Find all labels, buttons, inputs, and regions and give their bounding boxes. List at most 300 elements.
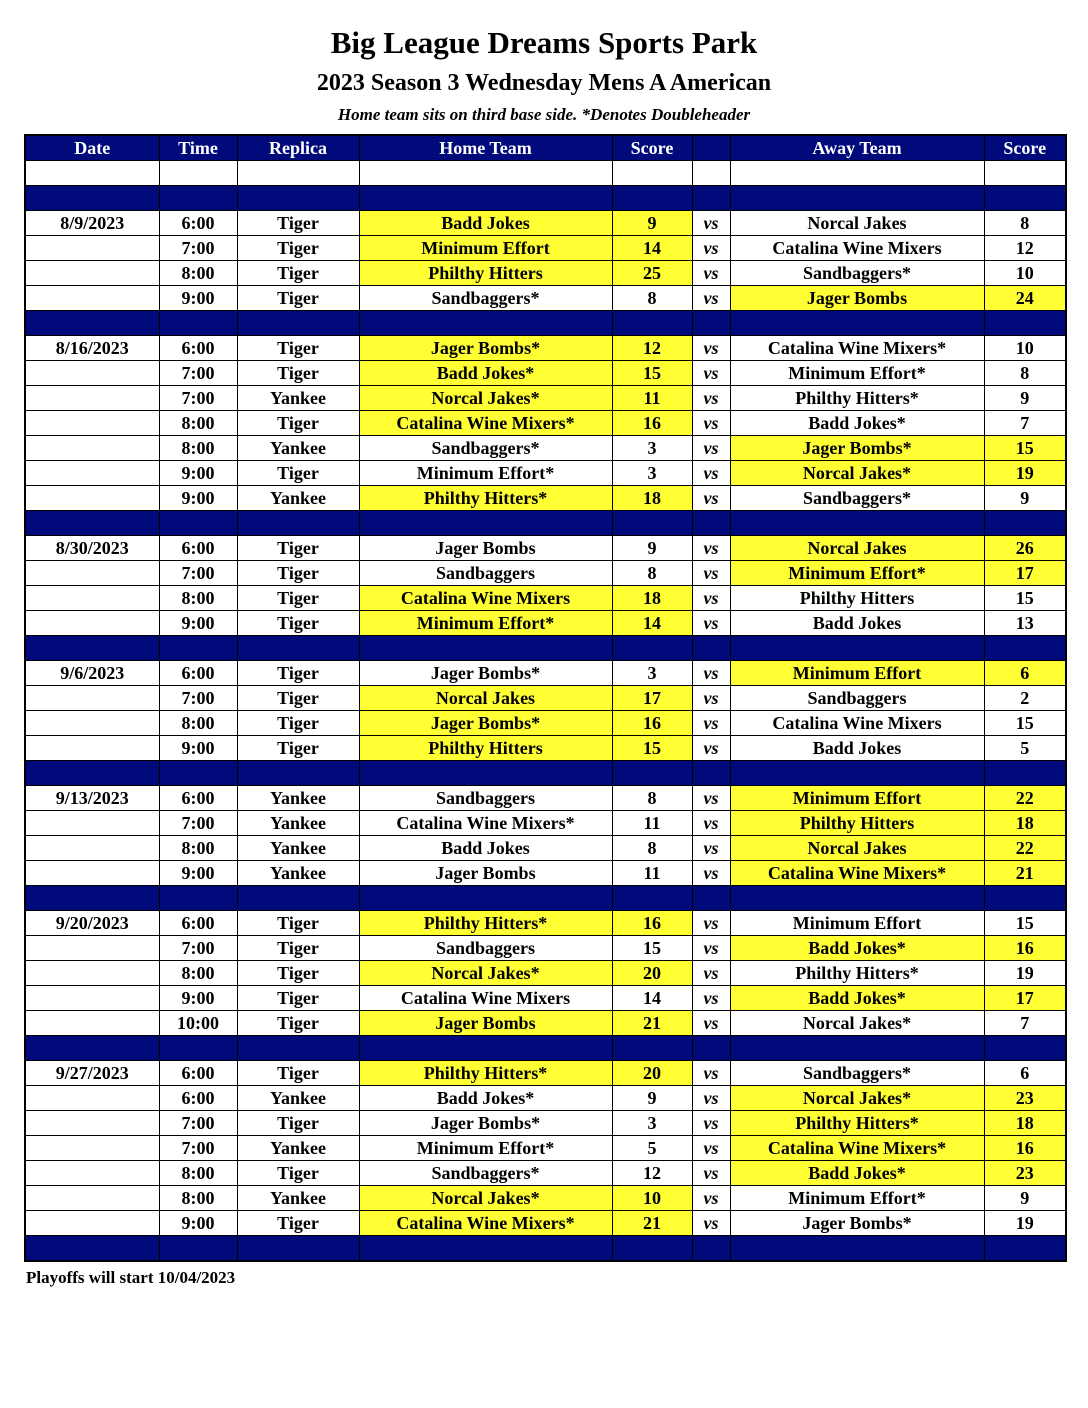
home-team: Jager Bombs* [359,336,612,361]
vs-label: vs [692,336,730,361]
separator-cell [159,511,237,536]
home-score: 9 [612,1086,692,1111]
away-team: Philthy Hitters* [730,961,984,986]
game-time: 10:00 [159,1011,237,1036]
away-score: 23 [984,1161,1066,1186]
away-team: Badd Jokes* [730,411,984,436]
home-score: 15 [612,736,692,761]
game-row [25,286,1066,311]
game-field: Tiger [237,286,359,311]
game-field: Tiger [237,661,359,686]
game-time: 9:00 [159,486,237,511]
away-score: 9 [984,1186,1066,1211]
game-row [25,961,1066,986]
away-team: Sandbaggers* [730,261,984,286]
separator-cell [359,761,612,786]
away-score: 2 [984,686,1066,711]
home-team: Philthy Hitters [359,736,612,761]
separator-cell [984,886,1066,911]
game-field: Tiger [237,686,359,711]
game-row [25,1011,1066,1036]
game-row [25,461,1066,486]
home-score: 21 [612,1211,692,1236]
game-time: 8:00 [159,586,237,611]
home-team: Badd Jokes [359,211,612,236]
playoffs-note: Playoffs will start 10/04/2023 [26,1268,236,1287]
separator-cell [359,1236,612,1262]
game-time: 8:00 [159,436,237,461]
game-field: Tiger [237,261,359,286]
home-score: 11 [612,861,692,886]
week-separator [25,636,1066,661]
game-date: 9/27/2023 [25,1061,159,1086]
game-time: 6:00 [159,911,237,936]
away-team: Catalina Wine Mixers* [730,1136,984,1161]
separator-cell [612,886,692,911]
vs-label: vs [692,1211,730,1236]
separator-cell [25,636,159,661]
away-score: 22 [984,786,1066,811]
game-time: 9:00 [159,736,237,761]
game-row [25,586,1066,611]
away-team: Minimum Effort [730,786,984,811]
col-replica: Replica [237,135,359,161]
home-team: Sandbaggers* [359,1161,612,1186]
away-team: Minimum Effort [730,911,984,936]
vs-label: vs [692,836,730,861]
home-score: 14 [612,611,692,636]
separator-cell [730,1236,984,1262]
vs-label: vs [692,861,730,886]
separator-cell [730,1036,984,1061]
game-row [25,611,1066,636]
home-team: Catalina Wine Mixers* [359,411,612,436]
game-field: Yankee [237,861,359,886]
vs-label: vs [692,686,730,711]
game-field: Tiger [237,1161,359,1186]
home-score: 11 [612,811,692,836]
vs-label: vs [692,911,730,936]
vs-label: vs [692,1136,730,1161]
separator-cell [730,186,984,211]
home-score: 9 [612,211,692,236]
separator-cell [237,311,359,336]
game-row [25,1111,1066,1136]
game-time: 7:00 [159,686,237,711]
home-team: Jager Bombs* [359,661,612,686]
game-date [25,836,159,861]
separator-cell [25,1036,159,1061]
away-team: Norcal Jakes* [730,1086,984,1111]
game-date [25,611,159,636]
separator-cell [730,511,984,536]
game-date [25,736,159,761]
game-date [25,436,159,461]
away-score: 8 [984,361,1066,386]
game-row [25,411,1066,436]
game-date [25,236,159,261]
vs-label: vs [692,211,730,236]
game-date: 9/6/2023 [25,661,159,686]
away-team: Philthy Hitters* [730,386,984,411]
game-date [25,936,159,961]
home-score: 20 [612,1061,692,1086]
home-team: Catalina Wine Mixers [359,986,612,1011]
game-date: 8/30/2023 [25,536,159,561]
game-time: 8:00 [159,1186,237,1211]
away-score: 7 [984,1011,1066,1036]
home-score: 16 [612,411,692,436]
away-score: 17 [984,986,1066,1011]
separator-cell [692,636,730,661]
vs-label: vs [692,411,730,436]
col-time: Time [159,135,237,161]
home-team: Catalina Wine Mixers [359,586,612,611]
away-team: Minimum Effort [730,661,984,686]
game-row [25,1211,1066,1236]
game-row [25,1186,1066,1211]
game-row [25,486,1066,511]
game-time: 7:00 [159,936,237,961]
home-team: Philthy Hitters [359,261,612,286]
game-row [25,936,1066,961]
home-team: Philthy Hitters* [359,911,612,936]
home-team: Jager Bombs* [359,1111,612,1136]
game-date [25,361,159,386]
game-field: Tiger [237,1111,359,1136]
week-separator [25,511,1066,536]
game-row [25,211,1066,236]
separator-cell [984,636,1066,661]
separator-cell [25,1236,159,1262]
game-time: 6:00 [159,661,237,686]
away-team: Badd Jokes [730,736,984,761]
away-score: 18 [984,811,1066,836]
game-date [25,811,159,836]
schedule-body [25,161,1066,1262]
vs-label: vs [692,261,730,286]
col-home-score: Score [612,135,692,161]
game-field: Tiger [237,986,359,1011]
game-row [25,386,1066,411]
vs-label: vs [692,386,730,411]
away-team: Minimum Effort* [730,1186,984,1211]
away-team: Norcal Jakes* [730,461,984,486]
vs-label: vs [692,1111,730,1136]
home-score: 12 [612,1161,692,1186]
game-time: 9:00 [159,986,237,1011]
game-row [25,336,1066,361]
separator-cell [612,636,692,661]
away-team: Minimum Effort* [730,361,984,386]
game-row [25,811,1066,836]
home-team: Norcal Jakes* [359,386,612,411]
home-team: Jager Bombs [359,1011,612,1036]
away-score: 5 [984,736,1066,761]
game-time: 6:00 [159,1061,237,1086]
home-score: 5 [612,1136,692,1161]
away-team: Sandbaggers [730,686,984,711]
home-team: Sandbaggers [359,936,612,961]
game-field: Yankee [237,1186,359,1211]
vs-label: vs [692,236,730,261]
home-team: Catalina Wine Mixers* [359,811,612,836]
vs-label: vs [692,786,730,811]
separator-cell [25,511,159,536]
game-time: 7:00 [159,361,237,386]
home-score: 15 [612,361,692,386]
away-score: 6 [984,661,1066,686]
game-field: Tiger [237,711,359,736]
game-time: 6:00 [159,1086,237,1111]
game-row [25,1086,1066,1111]
vs-label: vs [692,811,730,836]
separator-cell [237,1036,359,1061]
game-date [25,286,159,311]
game-row [25,786,1066,811]
separator-cell [984,1236,1066,1262]
week-separator [25,1236,1066,1262]
game-field: Tiger [237,1211,359,1236]
game-row [25,361,1066,386]
separator-cell [692,186,730,211]
home-score: 20 [612,961,692,986]
separator-cell [237,636,359,661]
game-time: 9:00 [159,611,237,636]
home-score: 14 [612,236,692,261]
game-row [25,836,1066,861]
game-date [25,686,159,711]
away-score: 23 [984,1086,1066,1111]
away-score: 19 [984,961,1066,986]
game-time: 7:00 [159,811,237,836]
separator-cell [237,511,359,536]
separator-cell [692,761,730,786]
game-date [25,1186,159,1211]
home-team: Philthy Hitters* [359,486,612,511]
away-score: 21 [984,861,1066,886]
separator-cell [159,636,237,661]
separator-cell [359,511,612,536]
home-team: Sandbaggers* [359,436,612,461]
game-date: 8/16/2023 [25,336,159,361]
separator-cell [692,1236,730,1262]
separator-cell [159,186,237,211]
home-team: Minimum Effort* [359,611,612,636]
separator-cell [612,311,692,336]
home-team: Badd Jokes* [359,361,612,386]
away-team: Norcal Jakes [730,211,984,236]
away-team: Minimum Effort* [730,561,984,586]
vs-label: vs [692,486,730,511]
away-team: Philthy Hitters [730,586,984,611]
home-score: 9 [612,536,692,561]
away-score: 10 [984,336,1066,361]
separator-cell [25,186,159,211]
home-team: Norcal Jakes* [359,1186,612,1211]
game-date [25,486,159,511]
game-field: Tiger [237,336,359,361]
home-score: 8 [612,561,692,586]
vs-label: vs [692,1186,730,1211]
separator-cell [730,886,984,911]
game-field: Tiger [237,1011,359,1036]
separator-cell [237,1236,359,1262]
vs-label: vs [692,611,730,636]
separator-cell [159,1036,237,1061]
away-team: Jager Bombs [730,286,984,311]
game-time: 6:00 [159,536,237,561]
game-date [25,861,159,886]
separator-cell [612,1236,692,1262]
away-score: 8 [984,211,1066,236]
away-score: 15 [984,911,1066,936]
home-score: 8 [612,836,692,861]
game-field: Yankee [237,811,359,836]
separator-cell [612,761,692,786]
vs-label: vs [692,1061,730,1086]
game-date [25,1211,159,1236]
home-score: 11 [612,386,692,411]
game-time: 7:00 [159,236,237,261]
separator-cell [159,1236,237,1262]
separator-cell [730,636,984,661]
game-date: 9/20/2023 [25,911,159,936]
separator-cell [692,511,730,536]
game-date [25,386,159,411]
game-field: Yankee [237,786,359,811]
game-row [25,711,1066,736]
vs-label: vs [692,436,730,461]
home-team: Badd Jokes [359,836,612,861]
game-date [25,711,159,736]
game-time: 9:00 [159,286,237,311]
away-score: 7 [984,411,1066,436]
separator-cell [359,886,612,911]
away-score: 12 [984,236,1066,261]
game-date [25,586,159,611]
game-field: Tiger [237,1061,359,1086]
home-score: 3 [612,436,692,461]
away-score: 17 [984,561,1066,586]
game-time: 8:00 [159,411,237,436]
away-team: Badd Jokes* [730,1161,984,1186]
home-score: 17 [612,686,692,711]
away-team: Sandbaggers* [730,486,984,511]
away-score: 18 [984,1111,1066,1136]
separator-cell [692,1036,730,1061]
away-score: 15 [984,436,1066,461]
separator-cell [730,761,984,786]
blank-row [25,161,1066,186]
vs-label: vs [692,361,730,386]
game-time: 8:00 [159,961,237,986]
header-row [25,135,1066,161]
game-row [25,1061,1066,1086]
page-subtitle: 2023 Season 3 Wednesday Mens A American [316,70,772,96]
schedule-note: Home team sits on third base side. *Denotes Doubleheader [337,105,751,124]
away-score: 19 [984,461,1066,486]
away-team: Philthy Hitters* [730,1111,984,1136]
game-row [25,986,1066,1011]
away-team: Sandbaggers* [730,1061,984,1086]
game-field: Tiger [237,911,359,936]
game-row [25,661,1066,686]
game-field: Tiger [237,611,359,636]
game-date [25,411,159,436]
game-field: Yankee [237,436,359,461]
week-separator [25,1036,1066,1061]
vs-label: vs [692,536,730,561]
game-date [25,1161,159,1186]
away-team: Norcal Jakes* [730,1011,984,1036]
game-field: Tiger [237,361,359,386]
away-score: 6 [984,1061,1066,1086]
home-score: 18 [612,586,692,611]
home-team: Minimum Effort* [359,1136,612,1161]
home-team: Sandbaggers [359,561,612,586]
game-time: 8:00 [159,261,237,286]
game-field: Tiger [237,536,359,561]
home-score: 12 [612,336,692,361]
separator-cell [159,311,237,336]
page-title: Big League Dreams Sports Park [330,25,758,60]
separator-cell [692,886,730,911]
col-date: Date [25,135,159,161]
game-field: Yankee [237,1136,359,1161]
home-team: Minimum Effort [359,236,612,261]
separator-cell [237,886,359,911]
schedule-table [24,134,1067,1262]
game-row [25,236,1066,261]
col-vs [692,135,730,161]
game-row [25,736,1066,761]
game-time: 8:00 [159,836,237,861]
game-field: Tiger [237,461,359,486]
game-field: Tiger [237,561,359,586]
vs-label: vs [692,961,730,986]
away-score: 15 [984,586,1066,611]
away-team: Jager Bombs* [730,1211,984,1236]
away-score: 13 [984,611,1066,636]
away-team: Norcal Jakes [730,536,984,561]
vs-label: vs [692,1161,730,1186]
home-team: Minimum Effort* [359,461,612,486]
game-time: 6:00 [159,786,237,811]
game-time: 8:00 [159,711,237,736]
vs-label: vs [692,461,730,486]
separator-cell [237,761,359,786]
away-team: Norcal Jakes [730,836,984,861]
week-separator [25,186,1066,211]
game-row [25,561,1066,586]
game-date [25,1011,159,1036]
game-time: 6:00 [159,211,237,236]
home-score: 16 [612,911,692,936]
separator-cell [359,186,612,211]
col-away-team: Away Team [730,135,984,161]
separator-cell [359,636,612,661]
separator-cell [984,1036,1066,1061]
away-team: Catalina Wine Mixers [730,236,984,261]
game-row [25,1161,1066,1186]
separator-cell [359,311,612,336]
away-team: Catalina Wine Mixers* [730,861,984,886]
home-score: 14 [612,986,692,1011]
vs-label: vs [692,286,730,311]
separator-cell [984,311,1066,336]
game-date [25,1086,159,1111]
